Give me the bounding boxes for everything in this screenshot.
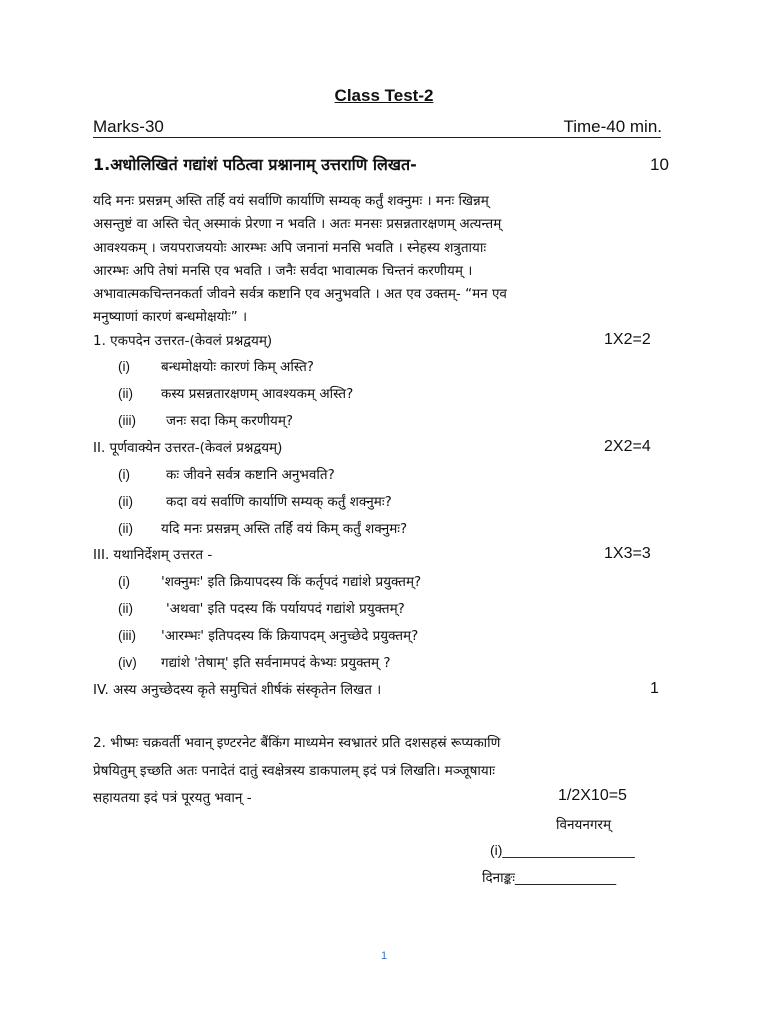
section-3-item-text: 'अथवा' इति पदस्य किं पर्यायपदं गद्यांशे प्रयुक्तम्?	[166, 601, 405, 617]
question-2-line: 2. भीष्मः चक्रवर्ती भवान् इण्टरनेट बैंकिंग माध्यमेन स्वभ्रातरं प्रति दशसहस्रं रूप्यकाणि	[93, 735, 501, 751]
time-label: Time-40 min.	[563, 117, 662, 136]
section-3-item-text: 'शक्नुमः' इति क्रियापदस्य किं कर्तृपदं गद्यांशे प्रयुक्तम्?	[161, 574, 422, 590]
passage-line: आवश्यकम् । जयपराजययोः आरम्भः अपि जनानां मनसि भवति । स्नेहस्य शत्रुतायाः	[93, 239, 487, 256]
marks-label: Marks-30	[93, 117, 164, 136]
section-1-item-number: (ii)	[118, 386, 133, 401]
section-2-marks: 2X2=4	[604, 438, 651, 455]
section-1-heading: 1. एकपदेन उत्तरत-(केवलं प्रश्नद्वयम्)	[93, 333, 273, 349]
page-number: 1	[380, 950, 388, 962]
section-2-item-number: (i)	[118, 467, 130, 482]
section-3-item-number: (ii)	[118, 601, 133, 616]
section-4-marks: 1	[650, 680, 659, 697]
section-2-item-number: (ii)	[118, 494, 133, 509]
section-2-item-number: (ii)	[118, 521, 133, 536]
section-2-item-text: कदा वयं सर्वाणि कार्याणि सम्यक् कर्तुं शक्नुमः?	[166, 494, 392, 510]
section-1-item-text: जनः सदा किम् करणीयम्?	[166, 413, 294, 429]
section-1-item-text: बन्धमोक्षयोः कारणं किम् अस्ति?	[161, 359, 314, 375]
passage-line: अभावात्मकचिन्तनकर्ता जीवने सर्वत्र कष्टानि एव अनुभवति । अत एव उक्तम्- “मन एव	[93, 286, 507, 303]
section-3-item-number: (iv)	[118, 655, 137, 670]
header-rule	[93, 137, 661, 138]
passage-line: असन्तुष्टं वा अस्ति चेत् अस्माकं प्रेरणा न भवति । अतः मनसः प्रसन्नतारक्षणम् अत्यन्तम्	[93, 216, 502, 233]
question-2-line: प्रेषयितुम् इच्छति अतः पनादेतं दातुं स्वक्षेत्रस्य डाकपालम् इदं पत्रं लिखति। मञ्जूषायाः	[93, 763, 495, 779]
section-3-item-number: (i)	[118, 574, 130, 589]
section-3-item-number: (iii)	[118, 628, 136, 643]
letter-place: विनयनगरम्	[556, 817, 612, 833]
passage-line: मनुष्याणां कारणं बन्धमोक्षयोः” ।	[93, 309, 248, 326]
section-3-item-text: गद्यांशे 'तेषाम्' इति सर्वनामपदं केभ्यः प्रयुक्तम् ?	[161, 655, 391, 671]
question-1-marks: 10	[650, 155, 669, 174]
section-2-item-text: कः जीवने सर्वत्र कष्टानि अनुभवति?	[166, 467, 335, 483]
question-2-line: सहायतया इदं पत्रं पूरयतु भवान् -	[93, 790, 252, 806]
letter-date: दिनाङ्कः_______________	[482, 870, 617, 886]
section-4-heading: IV. अस्य अनुच्छेदस्य कृते समुचितं शीर्षकं संस्कृतेन लिखत ।	[93, 682, 382, 698]
passage-line: आरम्भः अपि तेषां मनसि एव भवति । जनैः सर्वदा भावात्मक चिन्तनं करणीयम् ।	[93, 262, 473, 279]
letter-blank-i: (i)_________________	[490, 842, 635, 858]
section-2-item-text: यदि मनः प्रसन्नम् अस्ति तर्हि वयं किम् कर्तुं शक्नुमः?	[161, 521, 408, 537]
question-1-heading: 1.अधोलिखितं गद्यांशं पठित्वा प्रश्नानाम् उत्तराणि लिखत-	[93, 155, 417, 174]
section-1-marks: 1X2=2	[604, 331, 651, 348]
section-3-item-text: 'आरम्भः' इतिपदस्य किं क्रियापदम् अनुच्छेदे प्रयुक्तम्?	[161, 628, 419, 644]
passage	[93, 190, 673, 330]
section-1-item-number: (i)	[118, 359, 130, 374]
section-2-heading: II. पूर्णवाक्येन उत्तरत-(केवलं प्रश्नद्वयम्)	[93, 440, 283, 456]
section-1-item-number: (iii)	[118, 413, 136, 428]
passage-line: यदि मनः प्रसन्नम् अस्ति तर्हि वयं सर्वाणि कार्याणि सम्यक् कर्तुं शक्नुमः । मनः खिन्नम्	[93, 193, 489, 209]
section-3-marks: 1X3=3	[604, 545, 651, 562]
question-2-marks: 1/2X10=5	[558, 787, 627, 804]
section-1-item-text: कस्य प्रसन्नतारक्षणम् आवश्यकम् अस्ति?	[161, 386, 354, 402]
section-3-heading: III. यथानिर्देशम् उत्तरत -	[93, 547, 213, 563]
page-title: Class Test-2	[334, 86, 434, 105]
